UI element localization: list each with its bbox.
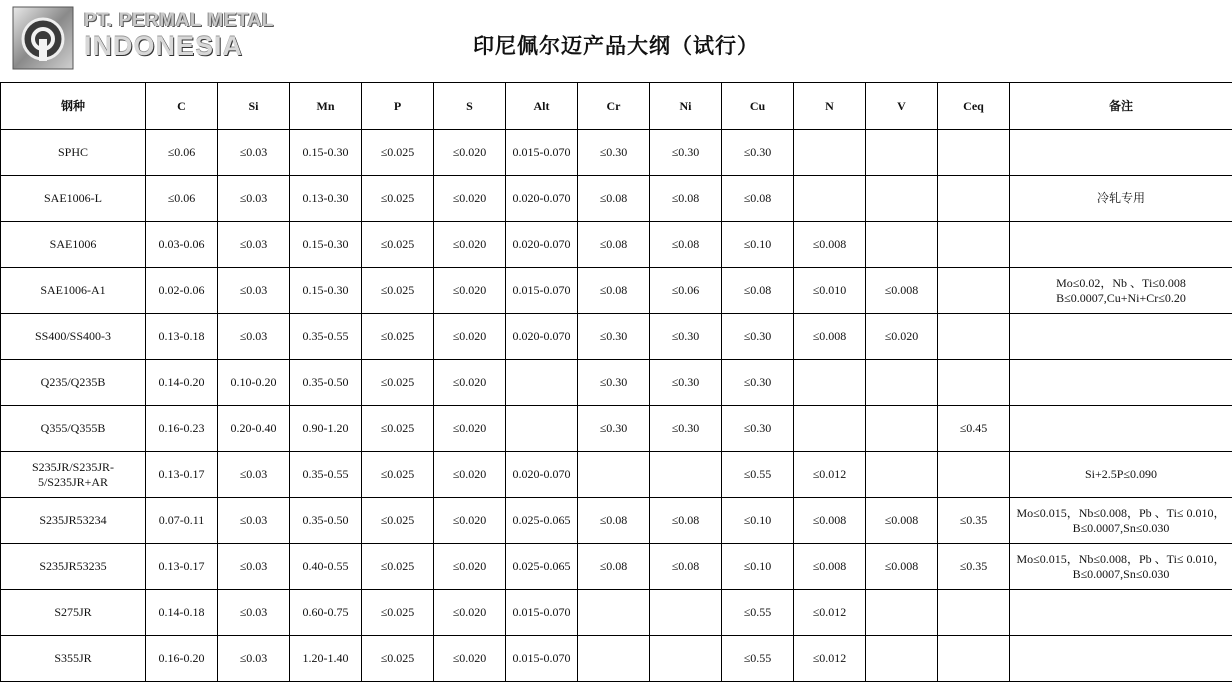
table-row [1, 636, 1232, 682]
table-cell: 0.015-0.070 [506, 130, 578, 176]
column-header: Ni [650, 83, 722, 130]
product-spec-table [0, 82, 1232, 682]
table-cell: ≤0.30 [578, 406, 650, 452]
steel-grade-cell: SPHC [1, 130, 146, 176]
table-cell [650, 590, 722, 636]
table-cell: ≤0.30 [578, 130, 650, 176]
table-cell: ≤0.08 [650, 498, 722, 544]
column-header: Ceq [938, 83, 1010, 130]
table-cell: 0.35-0.50 [290, 360, 362, 406]
remarks-cell [1010, 222, 1232, 268]
table-row [1, 176, 1232, 222]
column-header: Si [218, 83, 290, 130]
table-cell: ≤0.008 [794, 314, 866, 360]
table-cell: 0.13-0.17 [146, 452, 218, 498]
remarks-cell [1010, 130, 1232, 176]
column-header: Alt [506, 83, 578, 130]
table-cell: ≤0.30 [722, 406, 794, 452]
table-cell: ≤0.025 [362, 360, 434, 406]
table-cell: ≤0.06 [650, 268, 722, 314]
table-cell: ≤0.06 [146, 130, 218, 176]
steel-grade-cell: S235JR53234 [1, 498, 146, 544]
column-header: N [794, 83, 866, 130]
brand-line-2: INDONESIA [84, 31, 244, 61]
table-cell: 0.15-0.30 [290, 222, 362, 268]
table-cell [938, 222, 1010, 268]
table-cell: 0.16-0.23 [146, 406, 218, 452]
table-cell: 0.14-0.20 [146, 360, 218, 406]
table-cell: ≤0.025 [362, 636, 434, 682]
table-cell [938, 360, 1010, 406]
table-cell: ≤0.08 [650, 176, 722, 222]
steel-grade-cell: S275JR [1, 590, 146, 636]
table-cell: ≤0.020 [434, 130, 506, 176]
table-cell: 0.13-0.30 [290, 176, 362, 222]
table-row [1, 268, 1232, 314]
table-cell: ≤0.03 [218, 130, 290, 176]
column-header: Cu [722, 83, 794, 130]
remarks-cell [1010, 360, 1232, 406]
table-cell: 0.20-0.40 [218, 406, 290, 452]
remarks-cell: Si+2.5P≤0.090 [1010, 452, 1232, 498]
table-cell: ≤0.012 [794, 452, 866, 498]
table-cell [794, 360, 866, 406]
table-cell: ≤0.30 [722, 130, 794, 176]
table-cell: 0.16-0.20 [146, 636, 218, 682]
table-cell: ≤0.03 [218, 544, 290, 590]
steel-grade-cell: SAE1006-A1 [1, 268, 146, 314]
steel-grade-cell: SS400/SS400-3 [1, 314, 146, 360]
column-header: V [866, 83, 938, 130]
remarks-cell [1010, 406, 1232, 452]
table-cell [938, 176, 1010, 222]
table-cell: ≤0.020 [434, 268, 506, 314]
table-cell [866, 176, 938, 222]
table-cell: ≤0.03 [218, 590, 290, 636]
steel-grade-cell: Q235/Q235B [1, 360, 146, 406]
table-cell: 0.60-0.75 [290, 590, 362, 636]
table-cell [578, 452, 650, 498]
table-cell: 0.15-0.30 [290, 268, 362, 314]
table-cell: 0.13-0.18 [146, 314, 218, 360]
table-cell: ≤0.30 [578, 314, 650, 360]
table-cell: 0.10-0.20 [218, 360, 290, 406]
table-header-row [1, 83, 1232, 130]
table-cell: ≤0.08 [650, 222, 722, 268]
table-cell: 0.020-0.070 [506, 222, 578, 268]
table-cell: ≤0.025 [362, 406, 434, 452]
table-cell: 0.015-0.070 [506, 268, 578, 314]
table-cell: ≤0.06 [146, 176, 218, 222]
table-cell: ≤0.03 [218, 222, 290, 268]
table-cell: ≤0.08 [578, 498, 650, 544]
remarks-cell: Mo≤0.02，Nb 、Ti≤0.008 B≤0.0007,Cu+Ni+Cr≤0.20 [1010, 268, 1232, 314]
table-cell [578, 590, 650, 636]
table-cell: 0.015-0.070 [506, 636, 578, 682]
table-cell: ≤0.008 [794, 222, 866, 268]
table-cell [866, 590, 938, 636]
remarks-cell [1010, 636, 1232, 682]
table-cell: ≤0.30 [722, 314, 794, 360]
table-cell [866, 636, 938, 682]
steel-grade-cell: S235JR53235 [1, 544, 146, 590]
table-cell: ≤0.30 [578, 360, 650, 406]
table-row [1, 222, 1232, 268]
table-cell: 0.02-0.06 [146, 268, 218, 314]
column-header: Mn [290, 83, 362, 130]
remarks-cell: Mo≤0.015，Nb≤0.008，Pb 、Ti≤ 0.010，B≤0.0007,Sn≤0.030 [1010, 498, 1232, 544]
table-cell: ≤0.008 [866, 268, 938, 314]
table-cell: 0.07-0.11 [146, 498, 218, 544]
table-cell [938, 590, 1010, 636]
table-cell: ≤0.020 [434, 314, 506, 360]
table-row [1, 590, 1232, 636]
table-cell: ≤0.020 [866, 314, 938, 360]
table-cell: ≤0.35 [938, 498, 1010, 544]
table-cell: ≤0.010 [794, 268, 866, 314]
table-cell: ≤0.025 [362, 130, 434, 176]
table-cell: ≤0.30 [722, 360, 794, 406]
table-cell: ≤0.03 [218, 498, 290, 544]
table-cell: ≤0.08 [578, 268, 650, 314]
table-cell: ≤0.012 [794, 590, 866, 636]
column-header: Cr [578, 83, 650, 130]
table-cell [506, 406, 578, 452]
steel-grade-cell: SAE1006-L [1, 176, 146, 222]
table-cell: ≤0.020 [434, 636, 506, 682]
table-cell: ≤0.10 [722, 544, 794, 590]
table-cell: 0.13-0.17 [146, 544, 218, 590]
table-cell: 0.020-0.070 [506, 176, 578, 222]
table-cell: 0.35-0.55 [290, 314, 362, 360]
table-cell: ≤0.012 [794, 636, 866, 682]
table-cell: ≤0.03 [218, 176, 290, 222]
table-cell [794, 130, 866, 176]
table-cell [938, 314, 1010, 360]
table-cell: 1.20-1.40 [290, 636, 362, 682]
table-cell [578, 636, 650, 682]
table-cell: 0.14-0.18 [146, 590, 218, 636]
steel-grade-cell: Q355/Q355B [1, 406, 146, 452]
table-cell: ≤0.03 [218, 314, 290, 360]
table-row [1, 314, 1232, 360]
table-cell: ≤0.08 [578, 222, 650, 268]
remarks-cell [1010, 590, 1232, 636]
table-cell: ≤0.03 [218, 268, 290, 314]
remarks-cell: 冷轧专用 [1010, 176, 1232, 222]
table-cell: 0.35-0.50 [290, 498, 362, 544]
table-cell: 0.020-0.070 [506, 452, 578, 498]
table-cell: 0.90-1.20 [290, 406, 362, 452]
remarks-cell: Mo≤0.015，Nb≤0.008，Pb 、Ti≤ 0.010，B≤0.0007,Sn≤0.030 [1010, 544, 1232, 590]
table-cell [866, 222, 938, 268]
table-cell: ≤0.08 [578, 176, 650, 222]
table-cell: ≤0.025 [362, 498, 434, 544]
table-cell: ≤0.008 [794, 544, 866, 590]
table-cell: 0.015-0.070 [506, 590, 578, 636]
table-cell [866, 406, 938, 452]
table-cell [650, 452, 722, 498]
table-cell: ≤0.020 [434, 590, 506, 636]
column-header: 钢种 [1, 83, 146, 130]
table-row [1, 360, 1232, 406]
table-cell: ≤0.020 [434, 452, 506, 498]
table-row [1, 406, 1232, 452]
table-cell: ≤0.025 [362, 222, 434, 268]
table-cell: ≤0.020 [434, 222, 506, 268]
remarks-cell [1010, 314, 1232, 360]
table-cell: ≤0.55 [722, 636, 794, 682]
table-cell [938, 636, 1010, 682]
table-cell: ≤0.10 [722, 498, 794, 544]
column-header: 备注 [1010, 83, 1232, 130]
column-header: C [146, 83, 218, 130]
table-cell: 0.35-0.55 [290, 452, 362, 498]
table-cell: 0.025-0.065 [506, 544, 578, 590]
table-cell [938, 130, 1010, 176]
table-cell: ≤0.08 [578, 544, 650, 590]
table-row [1, 452, 1232, 498]
table-cell: ≤0.025 [362, 268, 434, 314]
table-row [1, 544, 1232, 590]
brand-line-1: PT. PERMAL METAL [84, 10, 274, 31]
document-header [0, 0, 1232, 82]
table-cell: 0.40-0.55 [290, 544, 362, 590]
table-cell: ≤0.008 [794, 498, 866, 544]
table-cell: ≤0.020 [434, 406, 506, 452]
table-cell: ≤0.020 [434, 360, 506, 406]
column-header: S [434, 83, 506, 130]
table-cell: ≤0.03 [218, 636, 290, 682]
table-cell [866, 130, 938, 176]
table-cell: 0.03-0.06 [146, 222, 218, 268]
table-cell: ≤0.025 [362, 176, 434, 222]
steel-grade-cell: S355JR [1, 636, 146, 682]
table-cell [866, 360, 938, 406]
table-cell: ≤0.008 [866, 544, 938, 590]
table-cell: ≤0.020 [434, 498, 506, 544]
document-title: 印尼佩尔迈产品大纲（试行） [473, 34, 759, 58]
table-cell: ≤0.008 [866, 498, 938, 544]
table-cell: ≤0.08 [722, 176, 794, 222]
table-cell: 0.15-0.30 [290, 130, 362, 176]
steel-grade-cell: SAE1006 [1, 222, 146, 268]
table-cell: ≤0.020 [434, 176, 506, 222]
table-cell [938, 268, 1010, 314]
table-cell: ≤0.03 [218, 452, 290, 498]
table-cell: ≤0.020 [434, 544, 506, 590]
table-cell [650, 636, 722, 682]
table-cell [794, 176, 866, 222]
table-cell: ≤0.025 [362, 544, 434, 590]
table-row [1, 130, 1232, 176]
table-cell: ≤0.08 [650, 544, 722, 590]
table-cell: ≤0.45 [938, 406, 1010, 452]
table-cell: ≤0.35 [938, 544, 1010, 590]
table-cell [866, 452, 938, 498]
column-header: P [362, 83, 434, 130]
table-cell: ≤0.08 [722, 268, 794, 314]
table-row [1, 498, 1232, 544]
table-cell: ≤0.55 [722, 452, 794, 498]
table-cell: ≤0.55 [722, 590, 794, 636]
table-cell: ≤0.025 [362, 314, 434, 360]
steel-grade-cell: S235JR/S235JR-5/S235JR+AR [1, 452, 146, 498]
table-cell: ≤0.30 [650, 130, 722, 176]
table-cell: ≤0.025 [362, 452, 434, 498]
table-cell [506, 360, 578, 406]
table-cell: ≤0.10 [722, 222, 794, 268]
table-cell [938, 452, 1010, 498]
table-cell: ≤0.30 [650, 360, 722, 406]
table-cell [794, 406, 866, 452]
table-cell: ≤0.025 [362, 590, 434, 636]
table-cell: 0.020-0.070 [506, 314, 578, 360]
table-cell: 0.025-0.065 [506, 498, 578, 544]
table-cell: ≤0.30 [650, 314, 722, 360]
table-cell: ≤0.30 [650, 406, 722, 452]
